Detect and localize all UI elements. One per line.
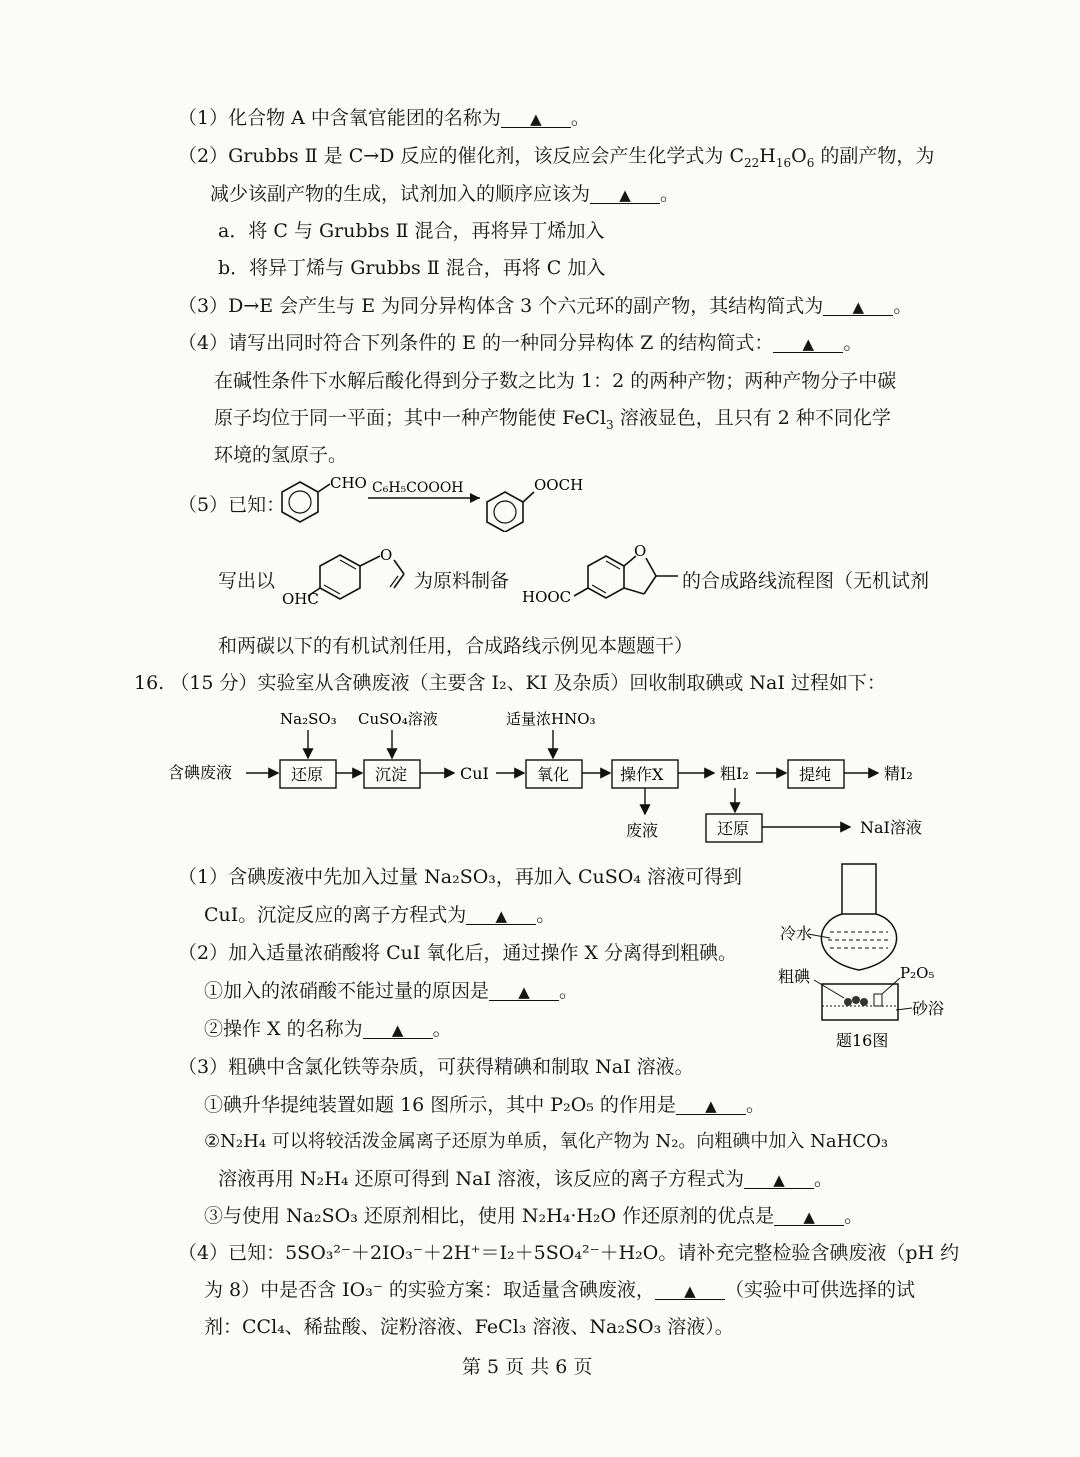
crude-iodine-label: 粗I₂ [720, 764, 749, 783]
reagent-label: C₆H₅COOOH [372, 480, 464, 496]
nai-solution-label: NaI溶液 [860, 818, 922, 837]
q15-part3: （3）D→E 会产生与 E 为同分异构体含 3 个六元环的副产物，其结构简式为 ▲ 。 [178, 295, 913, 317]
answer-blank[interactable]: ▲ [466, 908, 536, 925]
cho-label: CHO [330, 474, 367, 492]
fine-iodine-label: 精I₂ [884, 764, 913, 783]
page-footer: 第 5 页 共 6 页 [462, 1356, 593, 1378]
box-precipitation-label: 沉淀 [375, 765, 408, 784]
answer-blank[interactable]: ▲ [590, 187, 660, 204]
q16-heading: 16. （15 分）实验室从含碘废液（主要含 I₂、KI 及杂质）回收制取碘或 NaI 过程如下： [134, 672, 886, 694]
answer-blank[interactable]: ▲ [501, 111, 571, 128]
box-reduction-label: 还原 [291, 765, 324, 784]
answer-blank[interactable]: ▲ [676, 1098, 746, 1115]
answer-blank[interactable]: ▲ [773, 336, 843, 353]
q15-part2-cont: 减少该副产物的生成，试剂加入的顺序应该为 ▲ 。 [210, 183, 680, 205]
benzene-ring-icon [282, 482, 318, 522]
benzene-ring-icon [487, 492, 523, 532]
crude-iodine-fig-label: 粗碘 [778, 967, 811, 986]
cui-label: CuI [460, 764, 489, 783]
input-na2so3: Na₂SO₃ [280, 710, 337, 728]
benzene-ring-icon [588, 556, 624, 598]
q15-part4-line3: 环境的氢原子。 [214, 444, 348, 466]
q16-part3: （3）粗碘中含氯化铁等杂质，可获得精碘和制取 NaI 溶液。 [178, 1056, 694, 1078]
box-operation-x-label: 操作X [620, 765, 664, 784]
p2o5-label: P₂O₅ [900, 964, 935, 982]
q16-part2-1: ①加入的浓硝酸不能过量的原因是 ▲ 。 [204, 980, 579, 1002]
ether-oxygen-label: O [380, 546, 393, 564]
q16-part3-2: ②N₂H₄ 可以将较活泼金属离子还原为单质，氧化产物为 N₂。向粗碘中加入 NaHCO₃ [204, 1131, 889, 1152]
q15-part5-write: 写出以 [218, 570, 276, 592]
waste-liquid-label: 废液 [626, 821, 659, 840]
q15-part4: （4）请写出同时符合下列条件的 E 的一种同分异构体 Z 的结构简式： ▲ 。 [178, 332, 863, 354]
q16-part3-1: ①碘升华提纯装置如题 16 图所示，其中 P₂O₅ 的作用是 ▲ 。 [204, 1094, 765, 1116]
cold-water-label: 冷水 [780, 924, 813, 943]
answer-blank[interactable]: ▲ [774, 1209, 844, 1226]
answer-blank[interactable]: ▲ [655, 1283, 725, 1300]
q15-part5-label: （5）已知： [178, 494, 286, 516]
q15-part5-route: 的合成路线流程图（无机试剂 [682, 570, 930, 592]
input-cuso4: CuSO₄溶液 [358, 710, 438, 728]
q15-part1: （1）化合物 A 中含氧官能团的名称为 ▲ 。 [178, 107, 590, 129]
q16-part1: （1）含碘废液中先加入过量 Na₂SO₃，再加入 CuSO₄ 溶液可得到 [178, 866, 742, 888]
q15-part4-line1: 在碱性条件下水解后酸化得到分子数之比为 1：2 的两种产物；两种产物分子中碳 [214, 370, 897, 392]
q15-part5-last: 和两碳以下的有机试剂任用，合成路线示例见本题题干） [218, 635, 694, 657]
q16-part2-2: ②操作 X 的名称为 ▲ 。 [204, 1018, 452, 1040]
box-reduction-2-label: 还原 [717, 819, 750, 838]
q16-part3-3: ③与使用 Na₂SO₃ 还原剂相比，使用 N₂H₄·H₂O 作还原剂的优点是 ▲ 。 [204, 1205, 864, 1227]
box-purification-label: 提纯 [799, 765, 832, 784]
q15-part2: （2）Grubbs Ⅱ 是 C→D 反应的催化剂，该反应会产生化学式为 $C_{22}H_{16}O_6$ 的副产物，为 [178, 145, 935, 170]
hooc-label: HOOC [522, 588, 572, 606]
ooch-label: OOCH [534, 476, 584, 494]
start-waste-liquid: 含碘废液 [168, 763, 233, 782]
q16-part1-cont: CuI。沉淀反应的离子方程式为 ▲ 。 [204, 904, 556, 926]
iodine-recovery-flowchart [160, 700, 940, 850]
q16-part4-reagents: 剂：CCl₄、稀盐酸、淀粉溶液、FeCl₃ 溶液、Na₂SO₃ 溶液）。 [204, 1316, 734, 1338]
flask-body [821, 914, 896, 970]
ring-oxygen-label: O [634, 542, 647, 560]
q15-option-b: b．将异丁烯与 Grubbs Ⅱ 混合，再将 C 加入 [218, 257, 606, 279]
q16-part2: （2）加入适量浓硝酸将 CuI 氧化后，通过操作 X 分离得到粗碘。 [178, 942, 738, 964]
q16-part3-2-cont: 溶液再用 N₂H₄ 还原可得到 NaI 溶液，该反应的离子方程式为 ▲ 。 [218, 1168, 834, 1190]
input-hno3: 适量浓HNO₃ [506, 710, 596, 728]
ohc-label: OHC [282, 590, 319, 608]
q15-part5-raw: 为原料制备 [414, 570, 510, 592]
target-product-structure [520, 538, 680, 608]
q16-part4-cont: 为 8）中是否含 IO₃⁻ 的实验方案：取适量含碘废液， ▲ （实验中可供选择的试 [204, 1279, 915, 1301]
starting-material-structure [280, 540, 420, 610]
q16-part4: （4）已知：5SO₃²⁻＋2IO₃⁻＋2H⁺＝I₂＋5SO₄²⁻＋H₂O。请补充完整检验含碘废液（pH 约 [178, 1242, 960, 1264]
sublimation-apparatus-figure [770, 860, 950, 1055]
answer-blank[interactable]: ▲ [489, 984, 559, 1001]
q15-part4-line2: 原子均位于同一平面；其中一种产物能使 FeCl$_3$ 溶液显色，且只有 2 种不同化学 [214, 407, 891, 432]
box-oxidation-label: 氧化 [537, 765, 570, 784]
benzene-ring-icon [320, 555, 360, 599]
answer-blank[interactable]: ▲ [744, 1172, 814, 1189]
sand-bath-label: 砂浴 [912, 999, 945, 1018]
answer-blank[interactable]: ▲ [363, 1022, 433, 1039]
q15-option-a: a．将 C 与 Grubbs Ⅱ 混合，再将异丁烯加入 [218, 220, 605, 242]
figure-caption: 题16图 [836, 1031, 889, 1050]
flask-neck [842, 864, 876, 914]
known-reaction-scheme [270, 462, 600, 532]
answer-blank[interactable]: ▲ [823, 299, 893, 316]
